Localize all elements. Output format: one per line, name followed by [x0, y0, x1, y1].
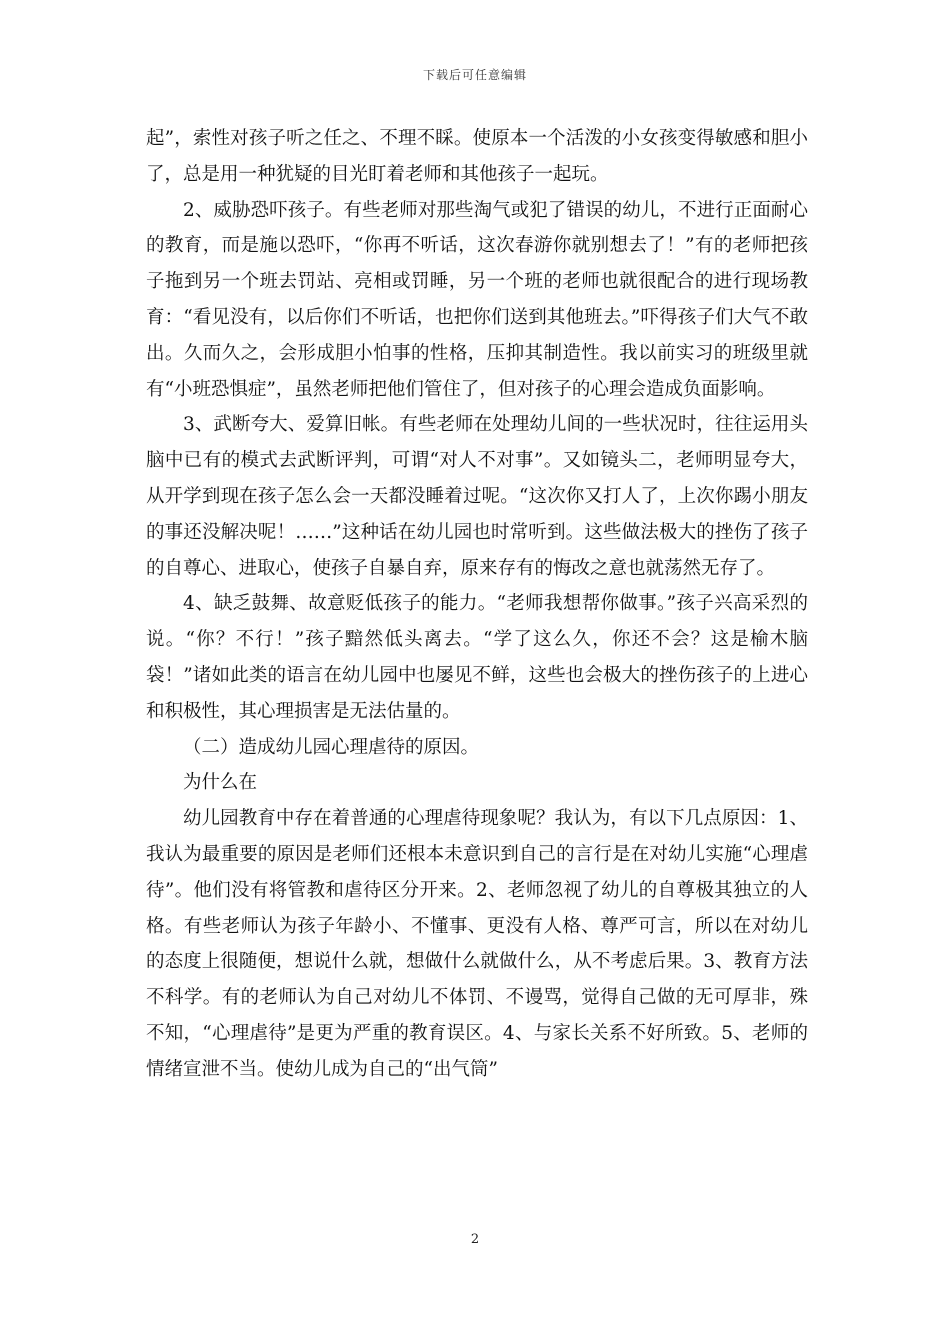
paragraph-item-2: 2、威胁恐吓孩子。有些老师对那些淘气或犯了错误的幼儿，不进行正面耐心的教育，而是施以恐吓，“你再不听话，这次春游你就别想去了！”有的老师把孩子拖到另一个班去罚站、亮相或罚睡，另一个班的老师也就很配合的进行现场教育：“看见没有，以后你们不听话，也把你们送到其他班去。”吓得孩子们大气不敢出。久而久之，会形成胆小怕事的性格，压抑其制造性。我以前实习的班级里就有“小班恐惧症”，虽然老师把他们管住了，但对孩子的心理会造成负面影响。: [146, 199, 808, 400]
paragraph-continuation: 起”，索性对孩子听之任之、不理不睬。使原本一个活泼的小女孩变得敏感和胆小了，总是用一种犹疑的目光盯着老师和其他孩子一起玩。: [146, 128, 808, 185]
page-number: 2: [470, 1232, 480, 1247]
paragraph-item-4: 4、缺乏鼓舞、故意贬低孩子的能力。“老师我想帮你做事。”孩子兴高采烈的说。“你？不行！”孩子黯然低头离去。“学了这么久，你还不会？这是榆木脑袋！”诸如此类的语言在幼儿园中也屡见不鲜，这些也会极大的挫伤孩子的上进心和积极性，其心理损害是无法估量的。: [146, 593, 808, 722]
document-body: [146, 121, 808, 1088]
section-heading: （二）造成幼儿园心理虐待的原因。: [183, 736, 480, 758]
page-header: 下载后可任意编辑: [422, 68, 527, 82]
paragraph-fragment: 为什么在: [183, 772, 258, 794]
paragraph-item-3: 3、武断夸大、爱算旧帐。有些老师在处理幼儿间的一些状况时，往往运用头脑中已有的模式去武断评判，可谓“对人不对事”。又如镜头二，老师明显夸大，从开学到现在孩子怎么会一天都没睡着过呢。“这次你又打人了，上次你踢小朋友的事还没解决呢！……”这种话在幼儿园也时常听到。这些做法极大的挫伤了孩子的自尊心、进取心，使孩子自暴自弃，原来存有的悔改之意也就荡然无存了。: [146, 414, 808, 579]
paragraph-causes: 幼儿园教育中存在着普通的心理虐待现象呢？我认为，有以下几点原因：1、我认为最重要的原因是老师们还根本未意识到自己的言行是在对幼儿实施“心理虐待”。他们没有将管教和虐待区分开来。2、老师忽视了幼儿的自尊极其独立的人格。有些老师认为孩子年龄小、不懂事、更没有人格、尊严可言，所以在对幼儿的态度上很随便，想说什么就，想做什么就做什么，从不考虑后果。3、教育方法不科学。有的老师认为自己对幼儿不体罚、不谩骂，觉得自己做的无可厚非，殊不知，“心理虐待”是更为严重的教育误区。4、与家长关系不好所致。5、老师的情绪宣泄不当。使幼儿成为自己的“出气筒”: [146, 808, 808, 1080]
